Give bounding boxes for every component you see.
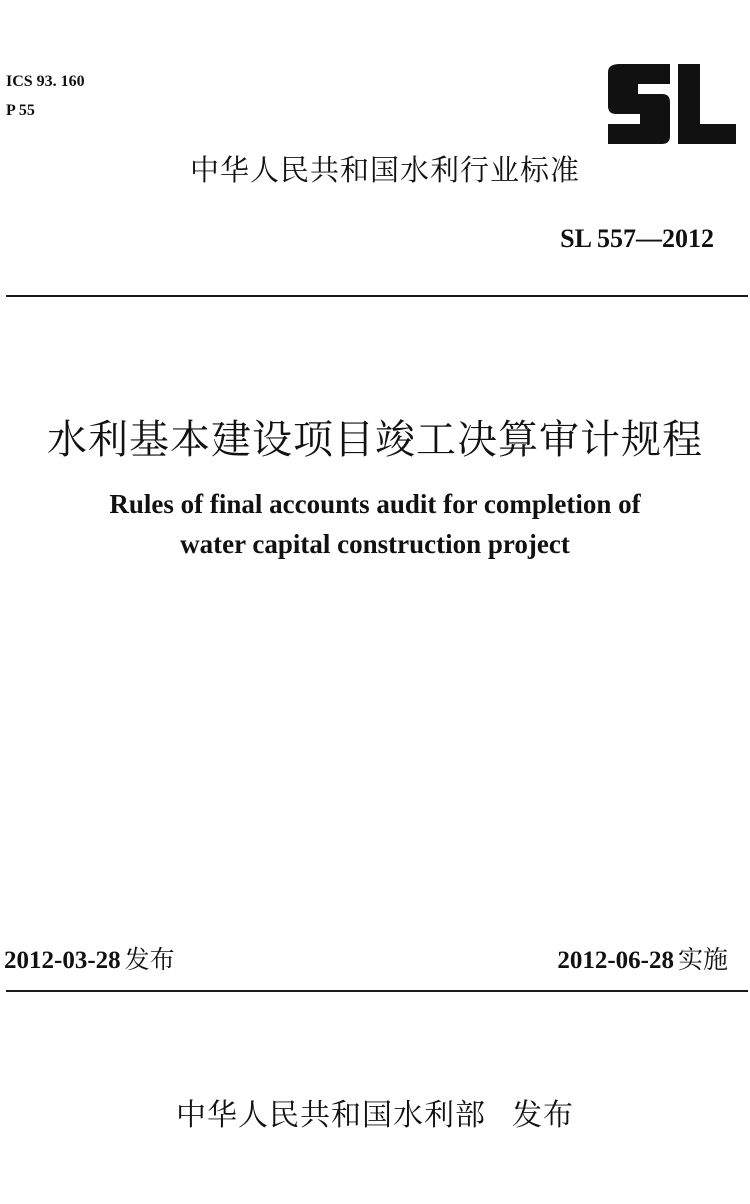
top-divider (6, 295, 748, 297)
title-english-line-2: water capital construction project (180, 529, 570, 559)
issue-label: 发布 (124, 945, 175, 974)
sl-logo-s-glyph (608, 64, 670, 144)
standard-number: SL 557—2012 (560, 224, 714, 253)
implementation-label: 实施 (677, 945, 728, 974)
issuer-action: 发布 (512, 1098, 574, 1133)
title-chinese: 水利基本建设项目竣工决算审计规程 (47, 417, 703, 463)
sl-logo-l-glyph (678, 64, 736, 144)
issue-date-block (4, 942, 175, 979)
issuer-name: 中华人民共和国水利部 (176, 1098, 486, 1133)
ccs-code: P 55 (6, 102, 35, 119)
implementation-date-block (557, 942, 728, 979)
bottom-divider (6, 990, 748, 992)
title-english (0, 484, 750, 564)
issuer-line (0, 1094, 750, 1138)
sl-logo (604, 58, 738, 150)
industry-standard-heading: 中华人民共和国水利行业标准 (189, 153, 580, 187)
title-english-line-1: Rules of final accounts audit for completion of (109, 489, 641, 519)
ics-code: ICS 93. 160 (6, 73, 85, 90)
issue-date: 2012-03-28 (4, 947, 121, 974)
implementation-date: 2012-06-28 (557, 947, 674, 974)
